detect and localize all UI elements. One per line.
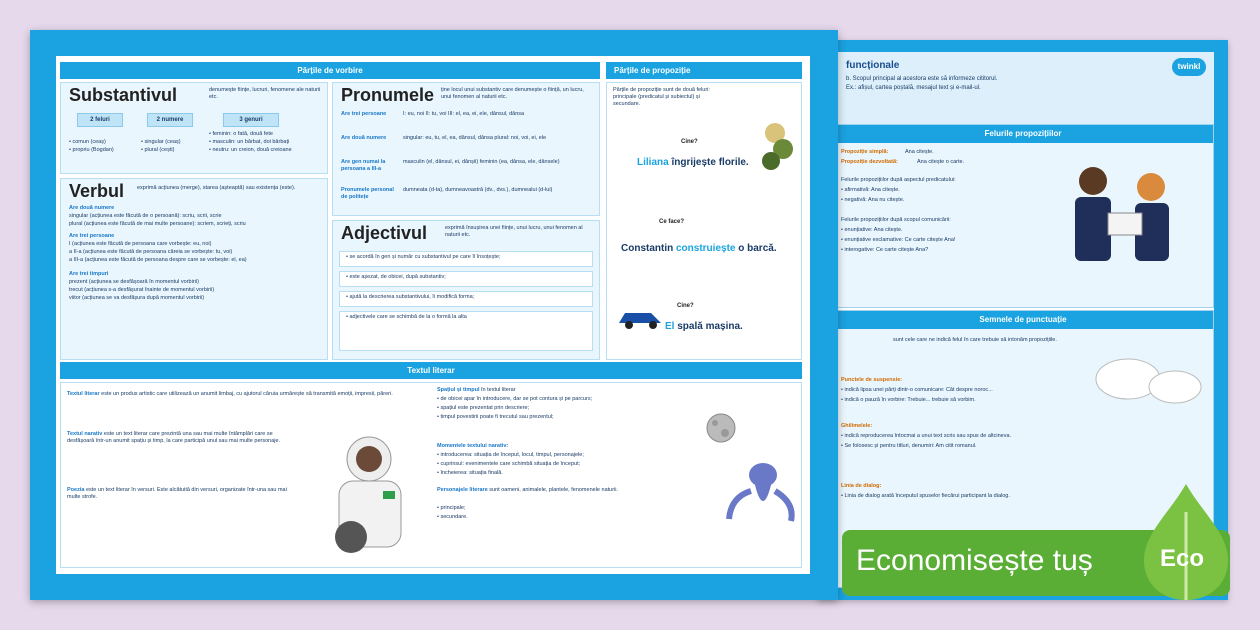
verbul-desc: exprimă acțiunea (merge), starea (așteaptă) sau existența (este). — [137, 185, 296, 191]
felurile-text: • interogative: Ce carte citește Ana? — [841, 247, 929, 253]
verbul-line: plural (acțiunea este făcută de mai multe persoane): scriem, scrieți, scriu — [69, 221, 246, 227]
semnele-label: Punctele de suspensie: — [841, 377, 903, 383]
literar-term: Textul literar — [67, 391, 100, 397]
question-label: Cine? — [681, 139, 698, 145]
literar-para — [67, 431, 297, 445]
literar-term: Poezia — [67, 487, 85, 493]
subject-word: El — [665, 321, 675, 332]
verbul-line: viitor (acțiunea se va desfășura după momentul vorbirii) — [69, 295, 205, 301]
adjectivul-desc: exprimă însușirea unei ființe, unui lucru, unui fenomen al naturii etc. — [445, 225, 583, 238]
substantivul-item: • neutru: un creion, două creioane — [209, 147, 292, 153]
car-illustration — [615, 307, 665, 331]
literar-right-line: • spațiul este prezentat prin descriere; — [437, 405, 530, 411]
sentence-rest: o barcă. — [738, 243, 777, 254]
substantivul-desc: denumește ființe, lucruri, fenomene ale naturii etc. — [209, 87, 321, 100]
literar-right-line: • principale; — [437, 505, 466, 511]
partile-vorbire-header: Părțile de vorbire — [60, 62, 600, 79]
moon-illustration — [701, 411, 741, 445]
twinkl-logo: twinkl — [1172, 58, 1206, 76]
semnele-header: Semnele de punctuație — [833, 311, 1213, 329]
verbul-title: Verbul — [69, 181, 125, 201]
felurile-text: Ana citește o carte. — [917, 159, 965, 165]
pronumele-key: Are două numere — [341, 135, 387, 141]
felurile-text: • enunțiative: Ana citește. — [841, 227, 903, 233]
semnele-label: Linia de dialog: — [841, 483, 882, 489]
felurile-label: Propoziție dezvoltată: — [841, 159, 898, 165]
eco-leaf-icon — [1140, 482, 1232, 602]
pronumele-box — [332, 82, 600, 216]
astronaut-illustration — [317, 429, 417, 559]
semnele-text: • indică o pauză în vorbire: Trebuie... trebuie să vorbim. — [841, 397, 976, 403]
literar-def: este un produs artistic care utilizează un anumit limbaj, cu ajutorul căruia urmărește să transmită emoții, impresii, păreri. — [99, 391, 393, 397]
predicate-word: construiește — [676, 243, 736, 254]
literar-right-line — [437, 387, 516, 394]
subject-word: Liliana — [637, 157, 669, 168]
substantivul-title: Substantivul — [69, 85, 178, 105]
semnele-text: • Linia de dialog arată începutul spuselor fiecărui participant la dialog. — [841, 493, 1010, 499]
literar-right-line: • timpul povestirii poate fi trecutul sau prezentul; — [437, 414, 554, 420]
literar-term: Textul narativ — [67, 431, 103, 437]
front-page-inner — [56, 56, 810, 574]
felurile-text: • afirmativă: Ana citește. — [841, 187, 900, 193]
speech-bubbles-illustration — [1093, 351, 1203, 411]
felurile-panel — [832, 124, 1214, 308]
substantivul-box — [60, 82, 328, 174]
verbul-line: a II-a (acțiunea este făcută de persoana căreia se vorbește: tu, voi) — [69, 249, 233, 255]
semnele-intro: sunt cele care ne indică felul în care trebuie să intonăm propozițiile. — [893, 337, 1057, 343]
students-reading-illustration — [1053, 153, 1193, 303]
eco-banner-text: Economisește tuș — [856, 544, 1093, 577]
back-line: b. Scopul principal al acestora este să informeze cititorul. — [846, 76, 998, 82]
substantivul-chip: 3 genuri — [223, 113, 279, 127]
eco-badge: Eco — [1160, 545, 1205, 572]
semnele-text: • indică lipsa unei părți dintr-o comunicare: Cât despre noroc... — [841, 387, 993, 393]
pronumele-value: singular: eu, tu, el, ea, dânsul, dânsa plural: noi, voi, ei, ele — [403, 135, 547, 141]
predicate-phrase: îngrijește florile. — [671, 157, 749, 168]
adjectivul-strip: • este așezat, de obicei, după substantiv; — [339, 271, 593, 287]
literar-para — [67, 391, 397, 398]
felurile-text: • negativă: Ana nu citește. — [841, 197, 905, 203]
partile-propozitie-box — [606, 82, 802, 360]
example-sentence-2 — [621, 243, 777, 254]
felurile-text: Ana citește. — [905, 149, 934, 155]
literar-right-line: • secundare. — [437, 514, 468, 520]
literar-term: Personajele literare — [437, 487, 488, 493]
pronumele-title: Pronumele — [341, 85, 435, 105]
literar-right-line: • introducerea: situația de început, locul, timpul, personajele; — [437, 452, 584, 458]
example-sentence-3 — [665, 321, 743, 332]
literar-term: Momentele textului narativ: — [437, 443, 509, 449]
back-line: Ex.: afișul, cartea poștală, mesajul text și e-mail-ul. — [846, 85, 981, 91]
literar-right-line: • încheierea: situația finală. — [437, 470, 503, 476]
semnele-text: • indică reproducerea întocmai a unui text scris sau spus de altcineva. — [841, 433, 1012, 439]
substantivul-item: • propriu (Bogdan) — [69, 147, 114, 153]
semnele-text: • Se folosesc și pentru titluri, denumiri: Am citit romanul. — [841, 443, 977, 449]
verbul-line: trecut (acțiunea s-a desfășurat înainte de momentul vorbirii) — [69, 287, 215, 293]
substantivul-item: • feminin: o fată, două fete — [209, 131, 273, 137]
literar-def: sunt oameni, animalele, plantele, fenomenele naturii. — [487, 487, 619, 493]
adjectivul-box — [332, 220, 600, 360]
pronumele-key: Pronumele personal de politețe — [341, 187, 394, 200]
literar-def: în textul literar — [479, 387, 516, 393]
question-label: Ce face? — [659, 219, 685, 225]
verbul-line: prezent (acțiunea se desfășoară în momentul vorbirii) — [69, 279, 199, 285]
pronumele-key: Are gen numai la persoana a III-a — [341, 159, 386, 172]
example-sentence-1 — [637, 157, 749, 168]
literar-right-line — [437, 487, 737, 494]
verbul-line: singular (acțiunea este făcută de o persoană): scriu, scrii, scrie — [69, 213, 222, 219]
literar-def: este un text literar în versuri. Este alcătuită din versuri, organizate într-una sau mai multe strofe. — [67, 487, 287, 500]
predicate-phrase: spală mașina. — [677, 321, 743, 332]
verbul-line: I (acțiunea este făcută de persoana care vorbește: eu, noi) — [69, 241, 212, 247]
verbul-line: a III-a (acțiunea este făcută de persoana despre care se vorbește: el, ea) — [69, 257, 247, 263]
felurile-text: • enunțiative exclamative: Ce carte citește Ana! — [841, 237, 956, 243]
felurile-text: Felurile propozițiilor după scopul comunicării: — [841, 217, 951, 223]
adjectivul-strip: • se acordă în gen și număr cu substantivul pe care îl însoțește; — [339, 251, 593, 267]
substantivul-item: • comun (ceaș) — [69, 139, 106, 145]
partile-propozitie-header: Părțile de propoziție — [606, 62, 802, 79]
literar-def: este un text literar care prezintă una sau mai multe întâmplări care se desfășoară într-un anumit spațiu și timp, la care participă unul sau mai multe personaje. — [67, 431, 281, 444]
pronumele-value: dumneata (d-ta), dumneavoastră (dv., dvs.), dumnealui (d-lui) — [403, 187, 553, 193]
semnele-label: Ghilimelele: — [841, 423, 873, 429]
back-page-header — [832, 52, 1214, 124]
literar-para — [67, 487, 297, 501]
verbul-line: Are trei timpuri — [69, 271, 109, 277]
substantivul-chip: 2 numere — [147, 113, 193, 127]
question-label: Cine? — [677, 303, 694, 309]
textul-literar-box — [60, 382, 802, 568]
substantivul-item: • masculin: un bărbat, doi bărbați — [209, 139, 290, 145]
textul-literar-header: Textul literar — [60, 362, 802, 379]
literar-term: Spațiul și timpul — [437, 387, 480, 393]
alien-illustration — [725, 457, 801, 537]
front-page — [30, 30, 838, 600]
pronumele-value: I: eu, noi II: tu, voi III: el, ea, ei, ele, dânsul, dânsa — [403, 111, 525, 117]
felurile-label: Propoziție simplă: — [841, 149, 889, 155]
literar-right-line: • cuprinsul: evenimentele care schimbă situația de început; — [437, 461, 581, 467]
verbul-box — [60, 178, 328, 360]
substantivul-item: • singular (ceaș) — [141, 139, 181, 145]
felurile-text: Felurile propozițiilor după aspectul predicatului: — [841, 177, 956, 183]
felurile-header: Felurile propozițiilor — [833, 125, 1213, 143]
propozitie-intro: Părțile de propoziție sunt de două feluri: principale (predicatul și subiectul) și secundare. — [613, 87, 710, 107]
literar-right-line: • de obicei apar în introducere, dar se pot contura și pe parcurs; — [437, 396, 593, 402]
back-title: funcționale — [846, 60, 900, 71]
pronumele-value: masculin (el, dânsul, ei, dânșii) feminin (ea, dânsa, ele, dânsele) — [403, 159, 560, 165]
adjectivul-strip: • ajută la descrierea substantivului, îi modifică forma; — [339, 291, 593, 307]
adjectivul-strip: • adjectivele care se schimbă de la o formă la alta — [339, 311, 593, 351]
pronumele-desc: ține locul unui substantiv care denumește o ființă, un lucru, unui fenomen al naturii etc. — [441, 87, 584, 100]
substantivul-item: • plural (cești) — [141, 147, 175, 153]
verbul-line: Are trei persoane — [69, 233, 115, 239]
substantivul-chip: 2 feluri — [77, 113, 123, 127]
verbul-line: Are două numere — [69, 205, 115, 211]
flowers-illustration — [757, 119, 797, 175]
subject-word: Constantin — [621, 243, 674, 254]
pronumele-key: Are trei persoane — [341, 111, 387, 117]
adjectivul-title: Adjectivul — [341, 223, 428, 243]
